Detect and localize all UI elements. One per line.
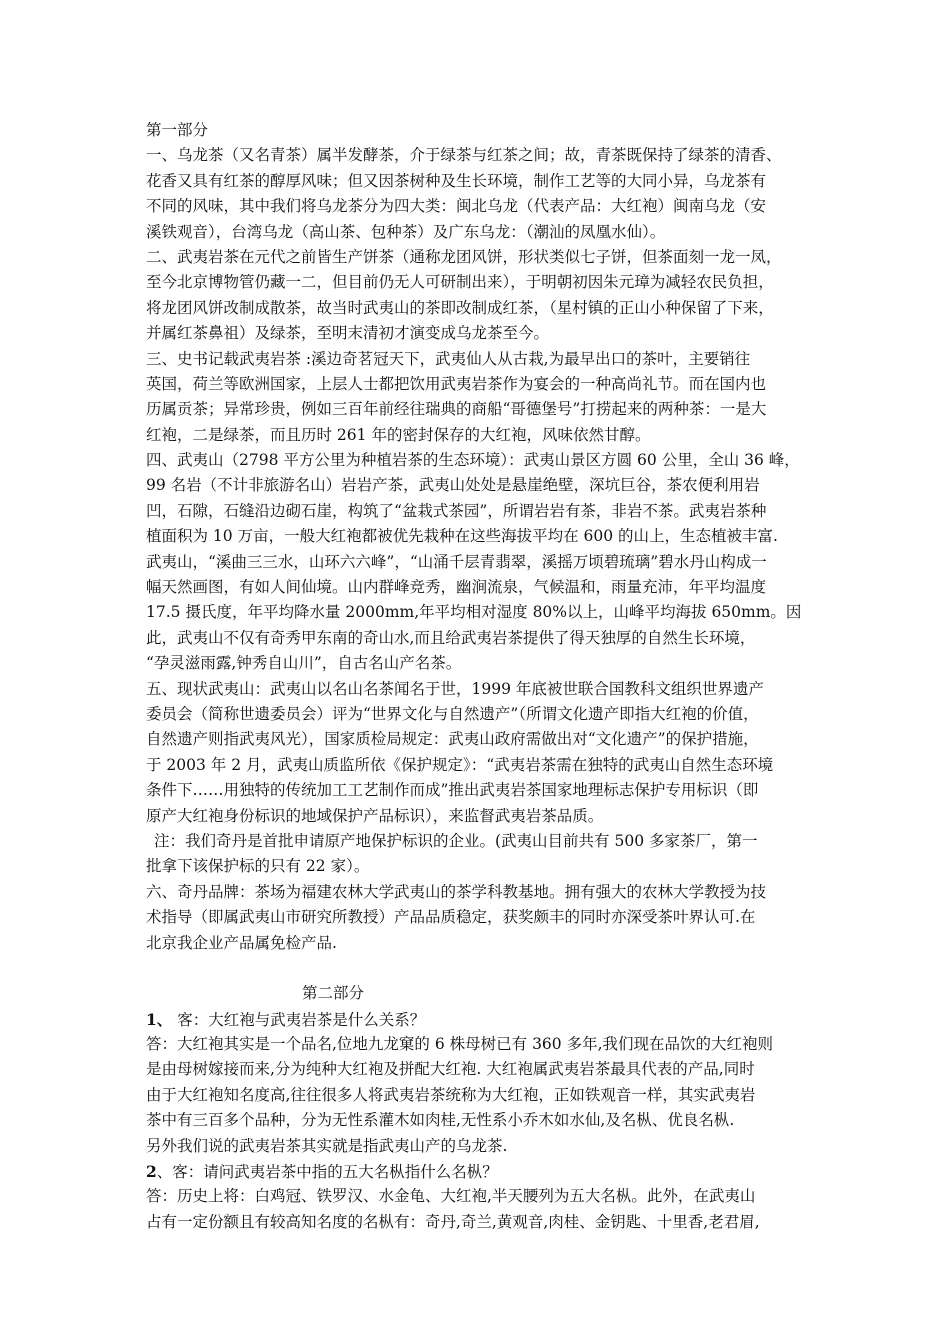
text-line: 至今北京博物管仍藏一二，但目前仍无人可研制出来），于明朝初因朱元璋为减轻农民负担， [146, 273, 774, 292]
text-line: 将龙团风饼改制成散茶，故当时武夷山的茶即改制成红茶，（星村镇的正山小种保留了下来， [146, 298, 774, 317]
paragraph-wuyi-environment [146, 448, 812, 677]
paragraph-note [146, 829, 812, 880]
question-text: 客：大红袍与武夷岩茶是什么关系？ [172, 1010, 426, 1029]
question-number: 1、 [146, 1009, 173, 1029]
part2-title: 第二部分 [302, 984, 365, 1003]
qa-item-1 [146, 1007, 812, 1159]
text-line: 历属贡茶；异常珍贵，例如三百年前经往瑞典的商船“哥德堡号”打捞起来的两种茶：一是大 [146, 400, 767, 419]
text-line: 五、现状武夷山：武夷山以名山名茶闻名于世，1999 年底被世联合国教科文组织世界遗产 [146, 679, 764, 698]
answer-line: 是由母树嫁接而来,分为纯种大红袍及拼配大红袍. 大红袍属武夷岩茶最具代表的产品,同时 [146, 1060, 755, 1079]
answer-line: 占有一定份额且有较高知名度的名枞有：奇丹,奇兰,黄观音,肉桂、金钥匙、十里香,老君眉, [146, 1212, 760, 1231]
answer-line: 另外我们说的武夷岩茶其实就是指武夷山产的乌龙茶. [146, 1136, 508, 1155]
text-line: 于 2003 年 2 月，武夷山质监所依《保护规定》：“武夷岩茶需在独特的武夷山自然生态环境 [146, 755, 774, 774]
paragraph-records [146, 347, 812, 449]
text-line: 北京我企业产品属免检产品. [146, 933, 337, 952]
text-line: 植面积为 10 万亩，一般大红袍都被优先栽种在这些海拔平均在 600 的山上，生态植被丰富. [146, 527, 778, 546]
text-line: 原产大红袍身份标识的地域保护产品标识），来监督武夷岩茶品质。 [146, 806, 604, 825]
text-line: 三、史书记载武夷岩茶 :溪边奇茗冠天下，武夷仙人从古栽,为最早出口的茶叶，主要销往 [146, 349, 751, 368]
answer-line: 由于大红袍知名度高,往往很多人将武夷岩茶统称为大红袍，正如铁观音一样，其实武夷岩 [146, 1085, 756, 1104]
text-line: 红袍，二是绿茶，而且历时 261 年的密封保存的大红袍，风味依然甘醇。 [146, 425, 651, 444]
text-line: 99 名岩（不计非旅游名山）岩岩产茶，武夷山处处是悬崖绝壁，深坑巨谷，茶农便利用岩 [146, 476, 760, 495]
text-line: 17.5 摄氏度，年平均降水量 2000mm,年平均相对湿度 80%以上，山峰平均海拔 650mm。因 [146, 603, 802, 622]
text-line: 四、武夷山（2798 平方公里为种植岩茶的生态环境）：武夷山景区方圆 60 公里，全山 36 峰， [146, 451, 800, 470]
text-line: 此，武夷山不仅有奇秀甲东南的奇山水,而且给武夷岩茶提供了得天独厚的自然生长环境， [146, 628, 756, 647]
text-line: 注：我们奇丹是首批申请原产地保护标识的企业。(武夷山目前共有 500 多家茶厂，第一 [154, 831, 758, 850]
text-line: 凹，石隙，石缝沿边砌石崖，构筑了“盆栽式茶园”，所谓岩岩有茶，非岩不茶。武夷岩茶种 [146, 501, 767, 520]
text-line: 英国，荷兰等欧洲国家，上层人士都把饮用武夷岩茶作为宴会的一种高尚礼节。而在国内也 [146, 374, 767, 393]
paragraph-brand [146, 880, 812, 956]
text-line: 二、武夷岩茶在元代之前皆生产饼茶（通称龙团风饼，形状类似七子饼，但茶面刻一龙一凤， [146, 247, 782, 266]
text-line: 花香又具有红茶的醇厚风味；但又因茶树种及生长环境，制作工艺等的大同小异，乌龙茶有 [146, 171, 767, 190]
text-line: 武夷山，“溪曲三三水，山环六六峰”，“山涌千层青翡翠，溪摇万顷碧琉璃”碧水丹山构成一 [146, 552, 767, 571]
text-line: 并属红茶鼻祖）及绿茶，至明末清初才演变成乌龙茶至今。 [146, 324, 550, 343]
document-page [146, 118, 812, 1235]
text-line: 一、乌龙茶（又名青茶）属半发酵茶，介于绿茶与红茶之间；故，青茶既保持了绿茶的清香、 [146, 146, 782, 165]
question-text: 、客：请问武夷岩茶中指的五大名枞指什么名枞？ [156, 1163, 498, 1182]
question-line [146, 1007, 812, 1032]
part1-title: 第一部分 [146, 121, 209, 139]
qa-item-2 [146, 1159, 812, 1235]
question-number: 2 [146, 1162, 157, 1182]
question-line [146, 1159, 812, 1184]
spacer [146, 956, 812, 981]
paragraph-current-status [146, 677, 812, 829]
answer-line: 茶中有三百多个品种，分为无性系灌木如肉桂,无性系小乔木如水仙,及名枞、优良名枞. [146, 1111, 735, 1130]
paragraph-history [146, 245, 812, 347]
text-line: 批拿下该保护标的只有 22 家）。 [146, 857, 370, 876]
text-line: “孕灵滋雨露,钟秀自山川”，自古名山产名茶。 [146, 654, 462, 673]
text-line: 术指导（即属武夷山市研究所教授）产品品质稳定，获奖颇丰的同时亦深受茶叶界认可.在 [146, 908, 756, 927]
text-line: 溪铁观音），台湾乌龙（高山茶、包种茶）及广东乌龙：（潮汕的凤凰水仙）。 [146, 222, 666, 241]
text-line: 委员会（简称世遗委员会）评为“世界文化与自然遗产”（所谓文化遗产即指大红袍的价值， [146, 704, 759, 723]
paragraph-oolong-intro [146, 143, 812, 245]
text-line: 条件下……用独特的传统加工工艺制作而成”推出武夷岩茶国家地理标志保护专用标识（即 [146, 781, 759, 800]
text-line: 不同的风味，其中我们将乌龙茶分为四大类：闽北乌龙（代表产品：大红袍）闽南乌龙（安 [146, 197, 767, 216]
text-line: 六、奇丹品牌：茶场为福建农林大学武夷山的茶学科教基地。拥有强大的农林大学教授为技 [146, 882, 767, 901]
answer-line: 答：历史上将：白鸡冠、铁罗汉、水金龟、大红袍,半天腰列为五大名枞。此外，在武夷山 [146, 1187, 756, 1206]
answer-line: 答：大红袍其实是一个品名,位地九龙窠的 6 株母树已有 360 多年,我们现在品饮的大红袍则 [146, 1035, 774, 1054]
text-line: 自然遗产则指武夷风光），国家质检局规定：武夷山政府需做出对“文化遗产”的保护措施， [146, 730, 759, 749]
text-line: 幅天然画图，有如人间仙境。山内群峰竞秀，幽涧流泉，气候温和，雨量充沛，年平均温度 [146, 578, 767, 597]
